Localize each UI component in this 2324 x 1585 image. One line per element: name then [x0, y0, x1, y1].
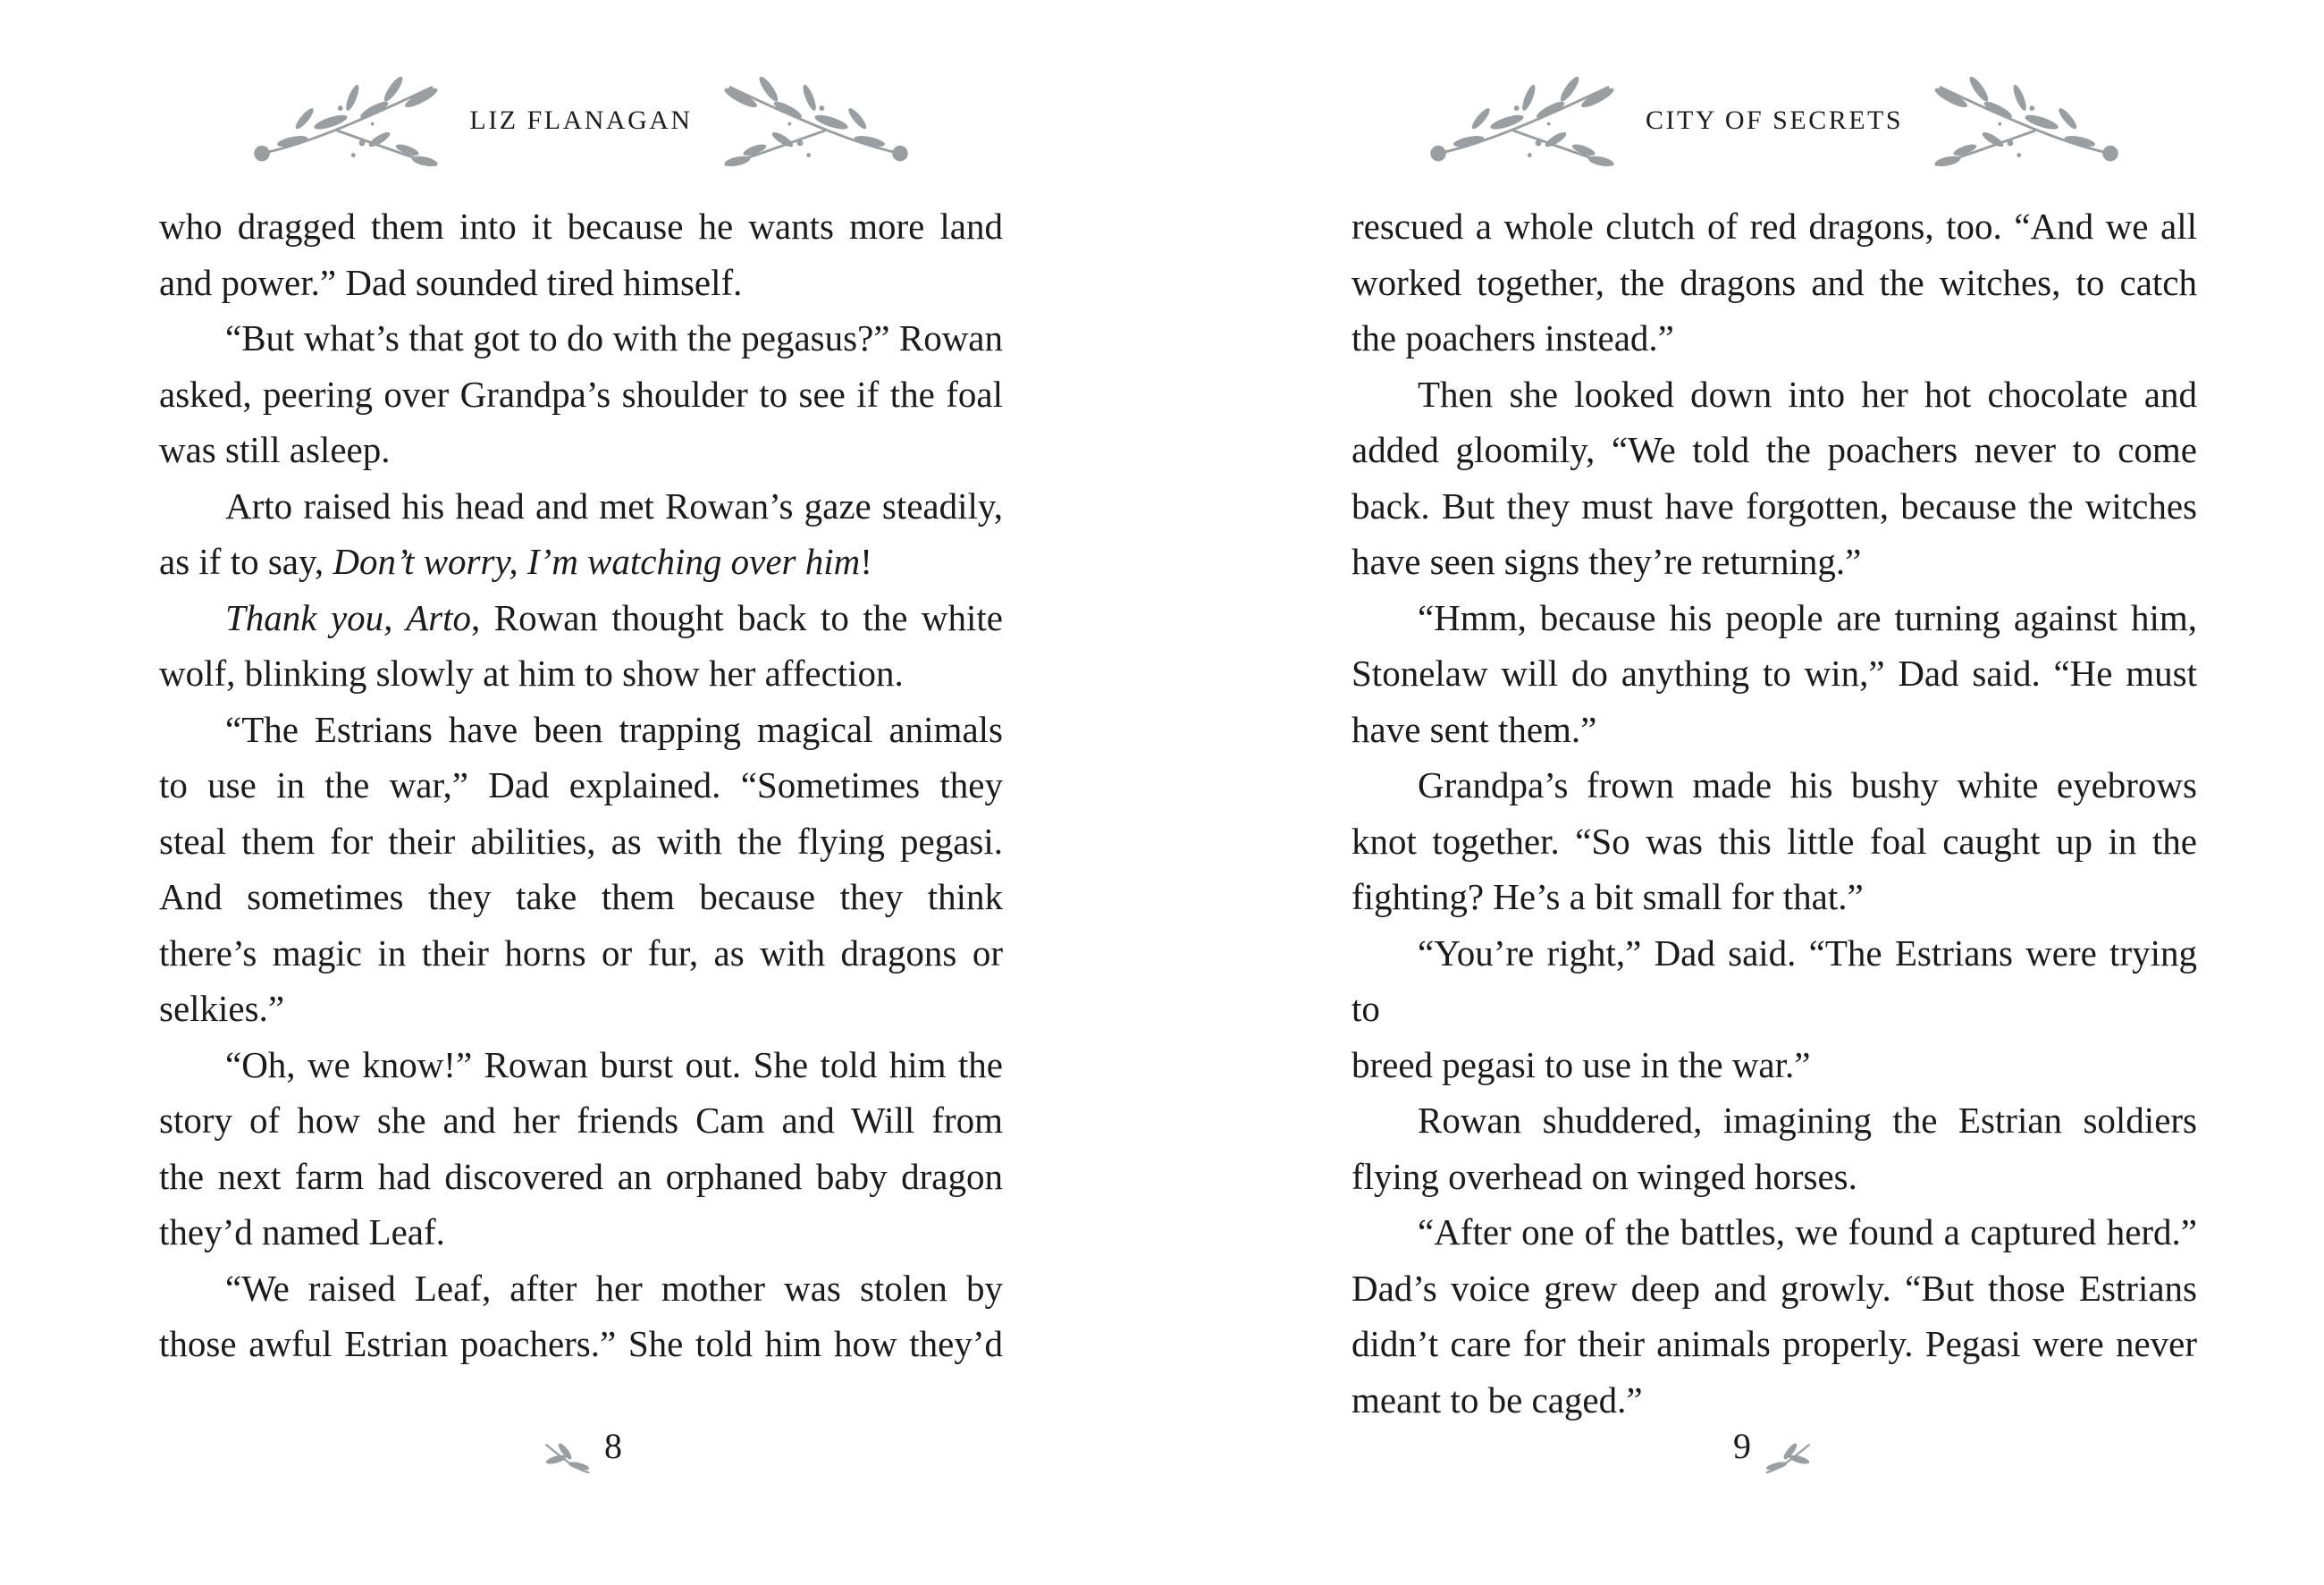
text-segment: there’s magic in their horns or fur, as with dragons or	[159, 932, 1003, 974]
text-segment: story of how she and her friends Cam and Will from	[159, 1100, 1003, 1141]
branch-flourish-icon	[250, 75, 442, 175]
text-line	[1351, 1204, 2197, 1260]
text-line	[159, 869, 1003, 925]
text-segment: !	[860, 541, 872, 582]
text-line	[159, 422, 1003, 478]
text-line	[1351, 925, 2197, 1037]
text-segment: Then she looked down into her hot chocolate and	[1418, 373, 2197, 415]
text-line	[159, 757, 1003, 814]
text-segment: , Rowan thought back to the white	[471, 596, 1003, 638]
text-line	[1351, 1037, 2197, 1093]
text-line	[1351, 255, 2197, 311]
text-line	[159, 925, 1003, 982]
book-page-right	[1351, 0, 2197, 1585]
text-line	[1351, 814, 2197, 870]
text-segment: as if to say,	[159, 541, 333, 582]
leaf-sprig-icon	[540, 1434, 592, 1479]
text-line	[159, 1037, 1003, 1093]
text-line	[1351, 1316, 2197, 1372]
text-segment: asked, peering over Grandpa’s shoulder to see if the foal	[159, 373, 1003, 415]
text-segment: “Hmm, because his people are turning against him,	[1418, 596, 2197, 638]
branch-flourish-icon	[720, 75, 912, 175]
text-segment: Dad’s voice grew deep and growly. “But those Estrians	[1351, 1267, 2197, 1309]
book-page-left	[159, 0, 1003, 1585]
text-segment: “But what’s that got to do with the pegasus?” Rowan	[225, 317, 1003, 358]
text-segment: to use in the war,” Dad explained. “Sometimes they	[159, 764, 1003, 805]
text-segment: and power.” Dad sounded tired himself.	[159, 261, 743, 303]
text-segment: Stonelaw will do anything to win,” Dad said. “He must	[1351, 653, 2197, 694]
text-line	[1351, 198, 2197, 255]
text-line	[159, 1092, 1003, 1149]
page-footer-left	[159, 1420, 1003, 1479]
text-segment: flying overhead on winged horses.	[1351, 1155, 1857, 1197]
text-segment: “The Estrians have been trapping magical animals	[225, 708, 1003, 750]
text-line	[1351, 702, 2197, 758]
text-line	[159, 478, 1003, 535]
text-segment: who dragged them into it because he wants more land	[159, 206, 1003, 247]
text-line	[159, 310, 1003, 367]
italic-text-segment: Don’t worry, I’m watching over him	[333, 541, 861, 582]
text-line	[1351, 645, 2197, 702]
text-line	[159, 198, 1003, 255]
text-line	[1351, 1260, 2197, 1317]
text-line	[1351, 590, 2197, 646]
italic-text-segment: Thank you, Arto	[225, 596, 472, 638]
text-line	[159, 255, 1003, 311]
body-text-right	[1351, 198, 2197, 1428]
text-segment: knot together. “So was this little foal caught up in the	[1351, 820, 2197, 862]
text-line	[159, 981, 1003, 1037]
text-segment: they’d named Leaf.	[159, 1211, 445, 1252]
text-segment: the next farm had discovered an orphaned baby dragon	[159, 1155, 1003, 1197]
text-segment: meant to be caged.”	[1351, 1378, 1643, 1421]
leaf-sprig-icon	[1764, 1434, 1815, 1479]
text-segment: “After one of the battles, we found a captured herd.”	[1418, 1211, 2197, 1252]
text-line	[159, 645, 1003, 702]
author-running-head: LIZ FLANAGAN	[469, 105, 693, 135]
text-line	[159, 702, 1003, 758]
text-line	[1351, 1092, 2197, 1149]
page-number: 9	[1733, 1426, 1751, 1466]
text-segment: breed pegasi to use in the war.”	[1351, 1043, 1811, 1085]
text-segment: worked together, the dragons and the witches, to catch	[1351, 261, 2197, 303]
text-segment: the poachers instead.”	[1351, 317, 1674, 358]
text-line	[159, 367, 1003, 423]
page-number: 8	[604, 1426, 622, 1466]
text-line	[159, 1149, 1003, 1205]
text-segment: didn’t care for their animals properly. Pegasi were never	[1351, 1323, 2197, 1364]
text-segment: back. But they must have forgotten, because the witches	[1351, 485, 2197, 527]
text-segment: have seen signs they’re returning.”	[1351, 541, 1862, 582]
text-line	[1351, 367, 2197, 423]
branch-flourish-icon	[1930, 75, 2122, 175]
text-line	[1351, 757, 2197, 814]
text-segment: those awful Estrian poachers.” She told him how they’d	[159, 1323, 1003, 1364]
text-segment: was still asleep.	[159, 429, 391, 470]
text-line	[1351, 869, 2197, 925]
text-line	[1351, 310, 2197, 367]
text-segment: selkies.”	[159, 988, 285, 1029]
text-segment: And sometimes they take them because they think	[159, 876, 1003, 917]
text-segment: have sent them.”	[1351, 708, 1597, 750]
text-segment: fighting? He’s a bit small for that.”	[1351, 876, 1864, 917]
text-line	[1351, 534, 2197, 590]
text-segment: Rowan shuddered, imagining the Estrian soldiers	[1418, 1100, 2197, 1141]
text-line	[1351, 422, 2197, 478]
text-segment: “We raised Leaf, after her mother was stolen by	[225, 1267, 1003, 1309]
page-footer-right	[1351, 1420, 2197, 1479]
text-segment: “Oh, we know!” Rowan burst out. She told him the	[225, 1043, 1003, 1085]
text-line	[159, 1260, 1003, 1317]
text-line	[159, 534, 1003, 590]
text-line	[1351, 1149, 2197, 1205]
text-line	[159, 1316, 1003, 1372]
book-title-running-head: CITY OF SECRETS	[1645, 105, 1904, 135]
text-segment: “You’re right,” Dad said. “The Estrians were trying to	[1351, 932, 2197, 1029]
running-head-left	[159, 75, 1003, 175]
text-segment: added gloomily, “We told the poachers never to come	[1351, 429, 2197, 470]
text-segment: Grandpa’s frown made his bushy white eyebrows	[1418, 764, 2197, 805]
text-segment: Arto raised his head and met Rowan’s gaze steadily,	[225, 485, 1003, 527]
text-line	[159, 814, 1003, 870]
text-segment: rescued a whole clutch of red dragons, too. “And we all	[1351, 206, 2197, 247]
text-line	[159, 590, 1003, 646]
text-line	[1351, 478, 2197, 535]
text-segment: wolf, blinking slowly at him to show her affection.	[159, 653, 904, 694]
text-line	[159, 1204, 1003, 1260]
branch-flourish-icon	[1427, 75, 1619, 175]
text-segment: steal them for their abilities, as with the flying pegasi.	[159, 820, 1003, 862]
running-head-right	[1351, 75, 2197, 175]
body-text-left	[159, 198, 1003, 1372]
